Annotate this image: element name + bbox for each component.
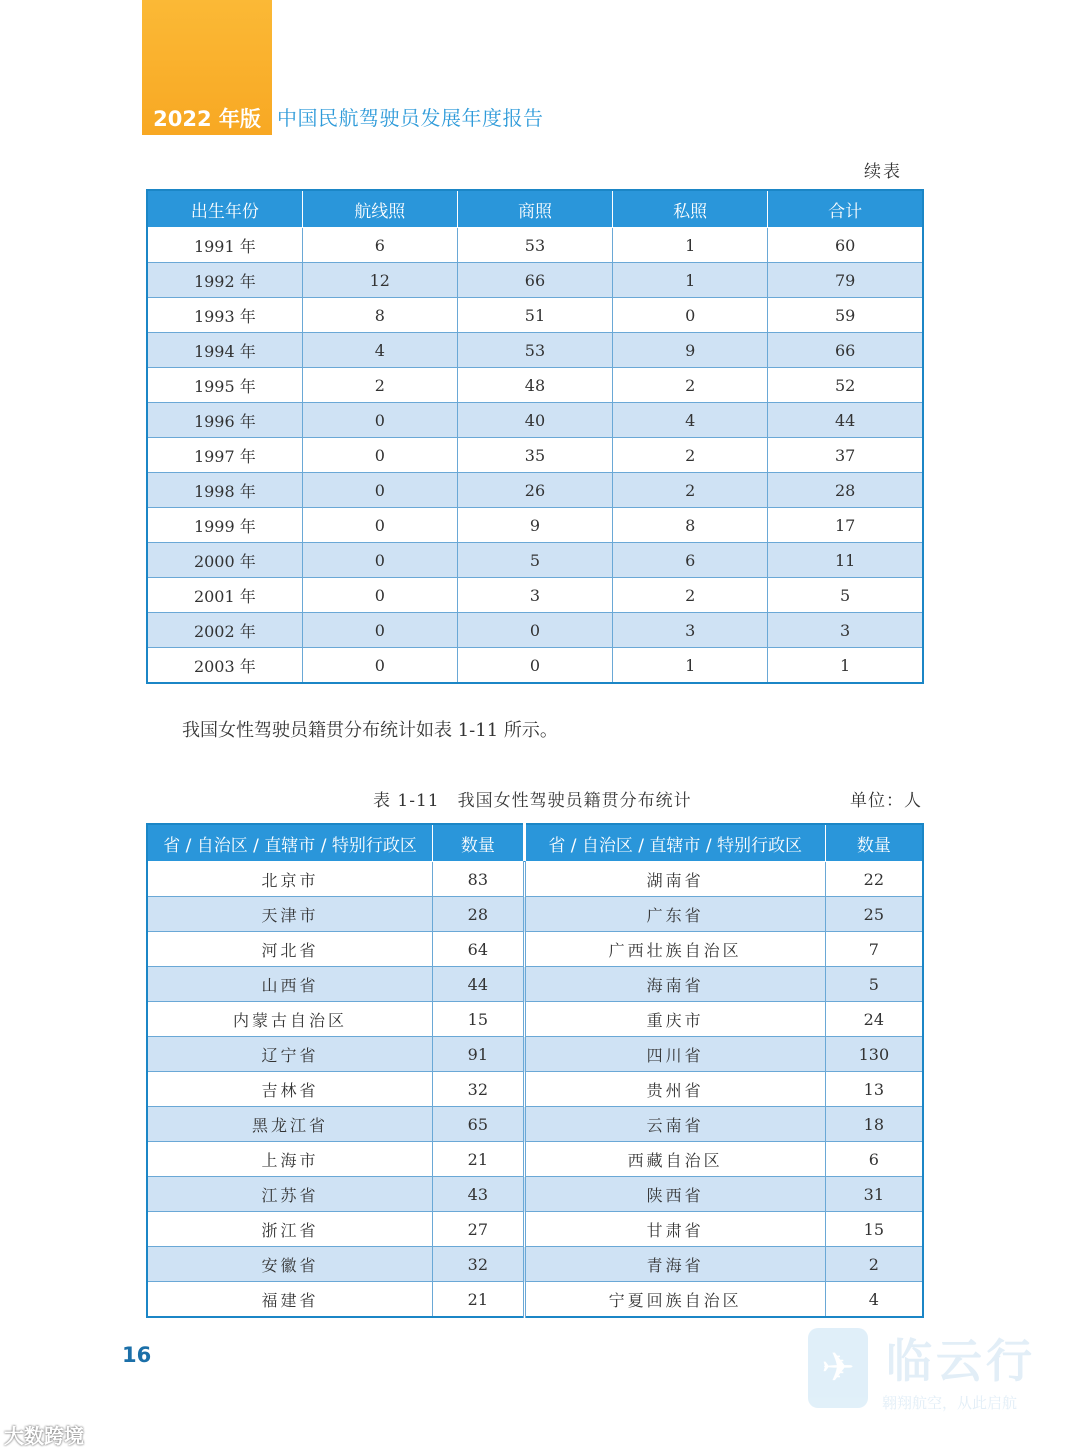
table-cell: 山西省: [147, 967, 433, 1002]
table-row: [147, 543, 923, 578]
table-cell: 91: [433, 1037, 525, 1072]
table-cell: 35: [457, 438, 612, 473]
table-cell: 15: [433, 1002, 525, 1037]
table-cell: 44: [768, 403, 923, 438]
col-header: 航线照: [302, 190, 457, 228]
col-header: 私照: [613, 190, 768, 228]
table-cell: 吉林省: [147, 1072, 433, 1107]
table-row: [147, 1002, 923, 1037]
table-row: [147, 403, 923, 438]
table-cell: 2: [613, 473, 768, 508]
table-cell: 130: [825, 1037, 923, 1072]
table-cell: 22: [825, 862, 923, 897]
table-cell: 上海市: [147, 1142, 433, 1177]
table-cell: 2003 年: [147, 648, 302, 684]
col-header: 数量: [825, 824, 923, 862]
table-cell: 59: [768, 298, 923, 333]
table-row: [147, 508, 923, 543]
table-cell: 云南省: [524, 1107, 825, 1142]
table-cell: 32: [433, 1247, 525, 1282]
table-cell: 3: [768, 613, 923, 648]
table-cell: 0: [302, 613, 457, 648]
table-cell: 6: [302, 228, 457, 263]
table-cell: 1: [613, 648, 768, 684]
table-row: [147, 648, 923, 684]
table-row: [147, 263, 923, 298]
table-cell: 37: [768, 438, 923, 473]
table-cell: 66: [457, 263, 612, 298]
table-row: [147, 1037, 923, 1072]
table-cell: 5: [457, 543, 612, 578]
table-cell: 宁夏回族自治区: [524, 1282, 825, 1318]
table-cell: 6: [613, 543, 768, 578]
table-row: [147, 862, 923, 897]
col-header: 出生年份: [147, 190, 302, 228]
table-cell: 26: [457, 473, 612, 508]
table-cell: 8: [613, 508, 768, 543]
table-cell: 2002 年: [147, 613, 302, 648]
table-cell: 1994 年: [147, 333, 302, 368]
watermark-logo-icon: ✈: [808, 1328, 868, 1408]
table-row: [147, 298, 923, 333]
table-header-row: [147, 824, 923, 862]
table-cell: 1: [613, 263, 768, 298]
table-cell: 2000 年: [147, 543, 302, 578]
table-cell: 24: [825, 1002, 923, 1037]
table-row: [147, 1142, 923, 1177]
table-cell: 江苏省: [147, 1177, 433, 1212]
table-row: [147, 438, 923, 473]
table-cell: 2: [302, 368, 457, 403]
table-cell: 79: [768, 263, 923, 298]
table-cell: 0: [613, 298, 768, 333]
table-cell: 83: [433, 862, 525, 897]
table-cell: 西藏自治区: [524, 1142, 825, 1177]
col-header: 省 / 自治区 / 直辖市 / 特别行政区: [524, 824, 825, 862]
table-cell: 1993 年: [147, 298, 302, 333]
table-row: [147, 932, 923, 967]
col-header: 数量: [433, 824, 525, 862]
table-cell: 1: [613, 228, 768, 263]
table-cell: 15: [825, 1212, 923, 1247]
table-caption: 表 1-11 我国女性驾驶员籍贯分布统计: [373, 791, 692, 811]
table-cell: 11: [768, 543, 923, 578]
table-cell: 32: [433, 1072, 525, 1107]
table-cell: 27: [433, 1212, 525, 1247]
table-cell: 8: [302, 298, 457, 333]
table-cell: 40: [457, 403, 612, 438]
table-cell: 1999 年: [147, 508, 302, 543]
table-cell: 甘肃省: [524, 1212, 825, 1247]
table-row: [147, 613, 923, 648]
col-header: 省 / 自治区 / 直辖市 / 特别行政区: [147, 824, 433, 862]
table-cell: 浙江省: [147, 1212, 433, 1247]
table-cell: 贵州省: [524, 1072, 825, 1107]
table-cell: 28: [433, 897, 525, 932]
table-cell: 21: [433, 1282, 525, 1318]
table-cell: 0: [302, 648, 457, 684]
table-cell: 64: [433, 932, 525, 967]
table-cell: 43: [433, 1177, 525, 1212]
table-row: [147, 1212, 923, 1247]
table-cell: 9: [613, 333, 768, 368]
table-cell: 21: [433, 1142, 525, 1177]
table-cell: 60: [768, 228, 923, 263]
table-cell: 52: [768, 368, 923, 403]
table-row: [147, 228, 923, 263]
table-cell: 四川省: [524, 1037, 825, 1072]
table-cell: 5: [825, 967, 923, 1002]
table-row: [147, 1107, 923, 1142]
table-cell: 53: [457, 228, 612, 263]
table-cell: 2: [825, 1247, 923, 1282]
watermark-slogan: 翱翔航空，从此启航: [882, 1394, 1018, 1412]
table-cell: 2: [613, 438, 768, 473]
table-cell: 0: [302, 543, 457, 578]
page-number: 16: [122, 1343, 152, 1367]
table-cell: 1: [768, 648, 923, 684]
table-cell: 黑龙江省: [147, 1107, 433, 1142]
table-cell: 0: [457, 648, 612, 684]
table-cell: 0: [302, 508, 457, 543]
table-row: [147, 1072, 923, 1107]
table-header-row: [147, 190, 923, 228]
table-cell: 4: [302, 333, 457, 368]
table-cell: 5: [768, 578, 923, 613]
table-cell: 1995 年: [147, 368, 302, 403]
table-cell: 1996 年: [147, 403, 302, 438]
table-cell: 1998 年: [147, 473, 302, 508]
table-cell: 4: [613, 403, 768, 438]
female-pilot-origin-table: [146, 823, 924, 1318]
table-cell: 51: [457, 298, 612, 333]
table-cell: 广东省: [524, 897, 825, 932]
table-cell: 18: [825, 1107, 923, 1142]
table-cell: 1997 年: [147, 438, 302, 473]
continued-label: 续表: [864, 162, 902, 182]
table-cell: 12: [302, 263, 457, 298]
table-row: [147, 473, 923, 508]
report-title: 中国民航驾驶员发展年度报告: [277, 106, 544, 130]
table-cell: 6: [825, 1142, 923, 1177]
table-cell: 2: [613, 578, 768, 613]
table-cell: 河北省: [147, 932, 433, 967]
table-row: [147, 1247, 923, 1282]
table-cell: 65: [433, 1107, 525, 1142]
table-cell: 17: [768, 508, 923, 543]
table-unit: 单位：人: [850, 791, 922, 811]
table-cell: 31: [825, 1177, 923, 1212]
table-cell: 广西壮族自治区: [524, 932, 825, 967]
table-cell: 天津市: [147, 897, 433, 932]
watermark-brand: 临云行: [886, 1334, 1036, 1388]
birth-year-license-table: [146, 189, 924, 684]
table-row: [147, 333, 923, 368]
table-cell: 0: [302, 473, 457, 508]
table-cell: 0: [302, 578, 457, 613]
table-cell: 陕西省: [524, 1177, 825, 1212]
table-cell: 9: [457, 508, 612, 543]
table-cell: 25: [825, 897, 923, 932]
col-header: 合计: [768, 190, 923, 228]
corner-watermark: 大数跨境: [4, 1424, 84, 1448]
table-cell: 28: [768, 473, 923, 508]
table-cell: 北京市: [147, 862, 433, 897]
table-cell: 内蒙古自治区: [147, 1002, 433, 1037]
table-cell: 3: [457, 578, 612, 613]
table-cell: 53: [457, 333, 612, 368]
table-cell: 0: [302, 438, 457, 473]
table-cell: 2001 年: [147, 578, 302, 613]
table-cell: 44: [433, 967, 525, 1002]
table-cell: 7: [825, 932, 923, 967]
table-cell: 48: [457, 368, 612, 403]
table-cell: 2: [613, 368, 768, 403]
table-row: [147, 1177, 923, 1212]
lead-paragraph: 我国女性驾驶员籍贯分布统计如表 1-11 所示。: [182, 720, 558, 741]
table-cell: 66: [768, 333, 923, 368]
col-header: 商照: [457, 190, 612, 228]
table-cell: 13: [825, 1072, 923, 1107]
table-cell: 1991 年: [147, 228, 302, 263]
table-cell: 0: [302, 403, 457, 438]
table-row: [147, 1282, 923, 1318]
table-row: [147, 578, 923, 613]
table-row: [147, 897, 923, 932]
table-cell: 辽宁省: [147, 1037, 433, 1072]
table-row: [147, 368, 923, 403]
table-cell: 1992 年: [147, 263, 302, 298]
table-cell: 0: [457, 613, 612, 648]
table-cell: 福建省: [147, 1282, 433, 1318]
table-cell: 海南省: [524, 967, 825, 1002]
table-cell: 青海省: [524, 1247, 825, 1282]
table-cell: 3: [613, 613, 768, 648]
table-row: [147, 967, 923, 1002]
table-cell: 4: [825, 1282, 923, 1318]
table-cell: 安徽省: [147, 1247, 433, 1282]
table-cell: 湖南省: [524, 862, 825, 897]
table-cell: 重庆市: [524, 1002, 825, 1037]
report-year: 2022 年版: [153, 106, 261, 131]
